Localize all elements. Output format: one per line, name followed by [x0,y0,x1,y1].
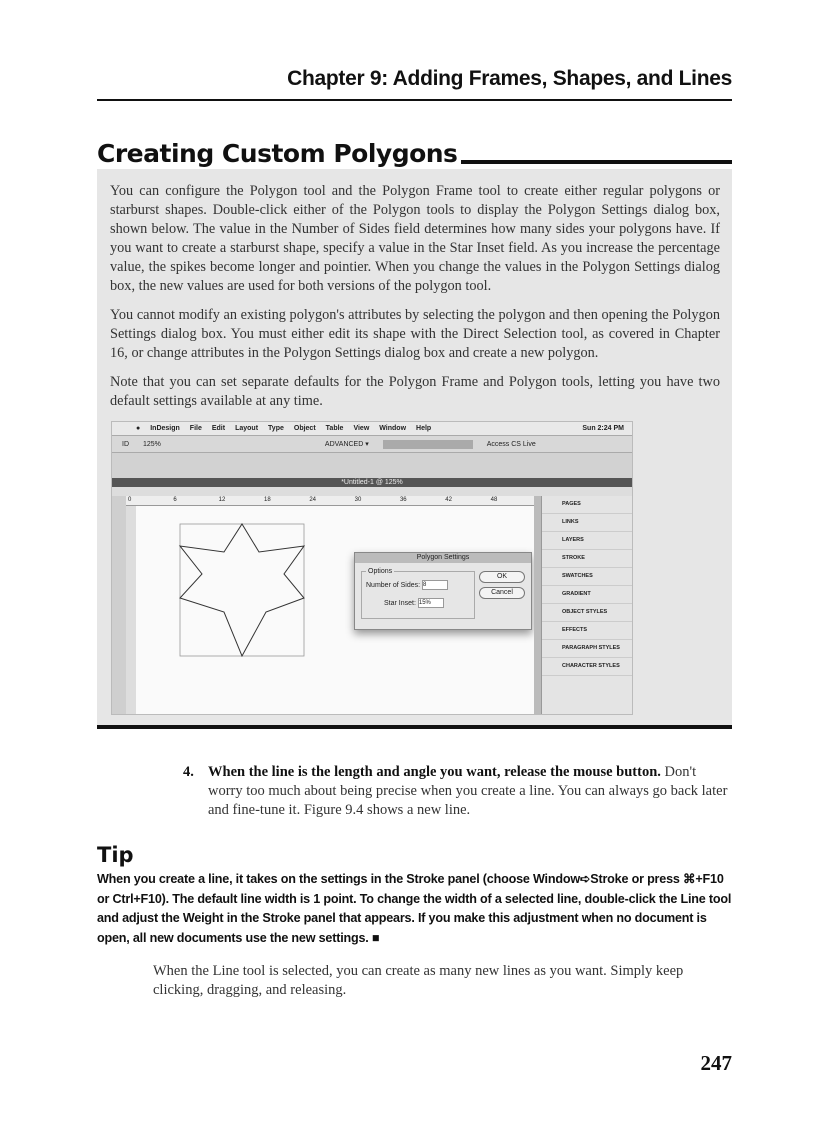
ruler-tick: 12 [218,497,226,503]
workspace-menu: ADVANCED ▾ [324,441,369,448]
indesign-screenshot [111,421,633,715]
menu-item: Edit [211,425,226,432]
menu-item: InDesign [150,425,180,432]
clock: Sun 2:24 PM [582,425,624,432]
application-bar [112,435,632,452]
document-canvas [136,506,534,714]
panel-character-styles[interactable]: CHARACTER STYLES [542,658,632,676]
sidebar-title-rule [461,160,732,164]
ruler-tick: 6 [173,497,177,503]
panel-dock [541,496,632,714]
header-rule [97,99,732,101]
ok-button[interactable]: OK [479,571,525,583]
sides-label: Number of Sides: [366,581,421,589]
sidebar [97,139,732,729]
ruler-tick: 30 [354,497,362,503]
panel-stroke[interactable]: STROKE [542,550,632,568]
ruler-tick: 36 [399,497,407,503]
menu-bar [112,422,632,435]
zoom-level: 125% [143,440,161,448]
sidebar-header [97,139,732,169]
menu-item: Help [416,425,432,432]
options-label: Options [368,568,393,575]
search-field [383,440,473,449]
panel-effects[interactable]: EFFECTS [542,622,632,640]
star-inset-input[interactable]: 15% [418,598,444,608]
ruler-tick: 24 [309,497,316,503]
tools-panel [112,496,126,714]
ruler-tick: 0 [128,497,132,503]
sidebar-paragraph: You can configure the Polygon tool and the Polygon Frame tool to create either regular polygons or starburst shapes. Double-click either of the Polygon tools to display the Polygon Settings dialog box, shown below. The value in the Number of Sides field determines how many sides your polygons have. If you want to create a starburst shape, specify a value in the Star Inset field. As you increase the percentage value, the spikes become longer and pointier. When you change the values in the Polygon Settings dialog box, the new values are used for both versions of the polygon tool. [110,183,720,294]
menu-item: Type [268,425,284,432]
menu-item: File [189,425,202,432]
step-text: Don't worry too much about being precise when you create a line. You can always go back later and fine-tune it. Figure 9.4 shows a new line. [208,764,728,818]
ruler-tick: 18 [263,497,271,503]
panel-links[interactable]: LINKS [542,514,632,532]
panel-pages[interactable]: PAGES [542,496,632,514]
star-inset-label: Star Inset: [384,599,416,607]
cs-live: Access CS Live [486,440,536,448]
panel-layers[interactable]: LAYERS [542,532,632,550]
id-logo: ID [122,440,129,448]
ruler-tick: 42 [445,497,452,503]
document-title: *Untitled-1 @ 125% [112,478,632,487]
menu-item: View [353,425,370,432]
body-paragraph: When the Line tool is selected, you can create as many new lines as you want. Simply keep clicking, dragging, and releasing. [153,963,684,998]
sidebar-title: Creating Custom Polygons [97,139,458,168]
sidebar-box [97,169,732,729]
ruler-tick: 48 [490,497,498,503]
sidebar-paragraph: You cannot modify an existing polygon's attributes by selecting the polygon and then opening the Polygon Settings dialog box. You must either edit its shape with the Direct Selection tool, as covered in Chapter 16, or change attributes in the Polygon Settings dialog box and create a new polygon. [110,307,720,361]
apple-icon: ● [136,425,141,432]
running-head: Chapter 9: Adding Frames, Shapes, and Lines [287,67,732,90]
panel-swatches[interactable]: SWATCHES [542,568,632,586]
menu-item: Table [325,425,344,432]
ruler [126,496,534,506]
sidebar-paragraph: Note that you can set separate defaults for the Polygon Frame and Polygon tools, letting you have two default settings available at any time. [110,374,720,409]
control-panel [112,452,632,478]
panel-paragraph-styles[interactable]: PARAGRAPH STYLES [542,640,632,658]
step-number: 4. [183,764,194,780]
dialog-title: Polygon Settings [355,553,531,563]
cancel-button[interactable]: Cancel [479,587,525,599]
step-instruction: When the line is the length and angle you want, release the mouse button. [208,764,661,780]
menu-item: Object [293,425,316,432]
menu-item: Layout [235,425,259,432]
menu-item: Window [379,425,407,432]
panel-gradient[interactable]: GRADIENT [542,586,632,604]
page-number: 247 [700,1051,732,1075]
tip-text: When you create a line, it takes on the settings in the Stroke panel (choose Window➪Stroke or press ⌘+F10 or Ctrl+F10). The default line width is 1 point. To change the width of a selected line, double-click the Line tool and adjust the Weight in the Stroke panel that appears. If you make this adjustment when no document is open, all new documents use the new settings. ■ [97,872,732,945]
star-polygon [166,516,366,715]
tip-heading: Tip [97,843,134,867]
options-group [361,568,475,619]
panel-object-styles[interactable]: OBJECT STYLES [542,604,632,622]
step-4 [183,763,732,820]
polygon-settings-dialog [354,552,532,630]
sides-input[interactable]: 8 [422,580,448,590]
